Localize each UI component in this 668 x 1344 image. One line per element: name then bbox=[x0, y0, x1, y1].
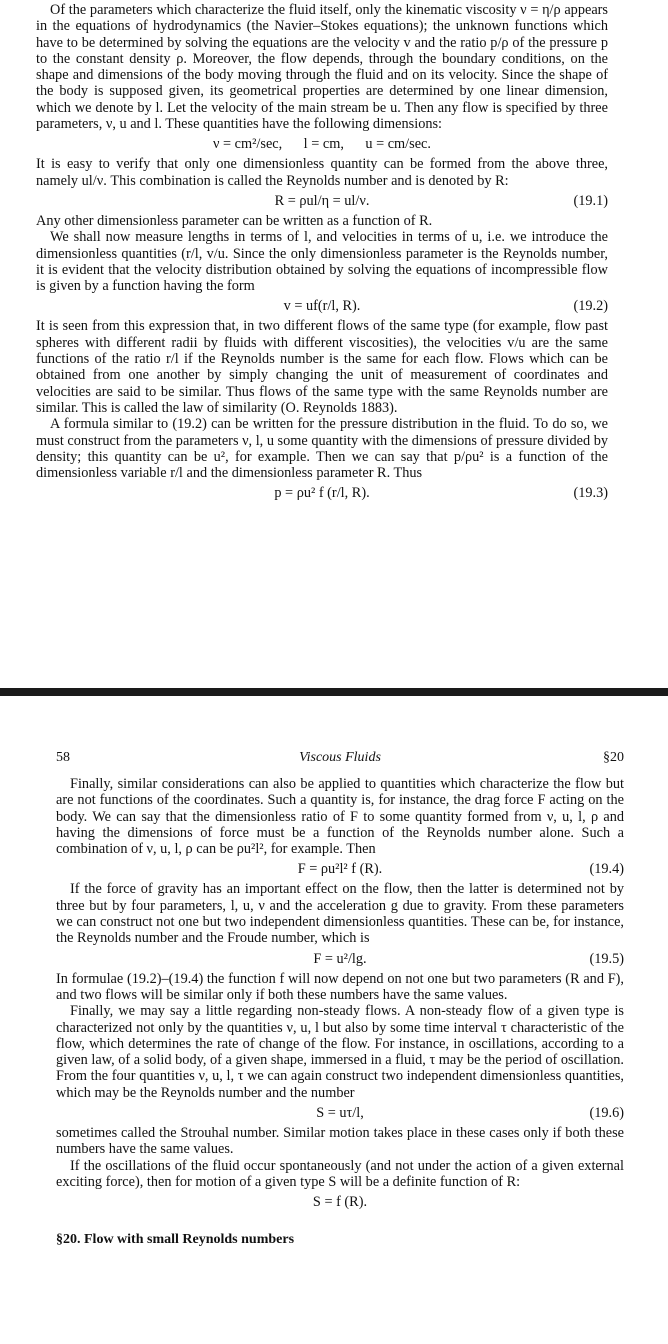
paragraph: If the oscillations of the fluid occur spontaneously (and not under the action of a given external exciting force), then for motion of a given type S will be a definite function of R: bbox=[56, 1157, 624, 1190]
paragraph: Finally, we may say a little regarding non-steady flows. A non-steady flow of a given type is characterized not only by the quantities ν, u, l but also by some time interval τ characteristic of the flow, which determines the rate of change of the flow. For instance, in oscillations, according to a given law, of a solid body, of a given shape, immersed in a fluid, τ may be the period of oscillation. From the four quantities ν, u, l, τ we can again construct two independent dimensionless quantities, which may be the Reynolds number and the number bbox=[56, 1003, 624, 1101]
equation-formula: F = ρu²l² f (R). bbox=[297, 861, 383, 878]
section-heading-text: Flow with small Reynolds numbers bbox=[84, 1232, 295, 1248]
equation-formula: p = ρu² f (r/l, R). bbox=[274, 485, 370, 502]
equation-19-2 bbox=[36, 294, 608, 318]
paragraph: Of the parameters which characterize the fluid itself, only the kinematic viscosity ν = η/ρ appears in the equations of hydrodynamics (the Navier–Stokes equations); the unknown functions which have to be determined by solving the equations are the velocity v and the ratio p/ρ of the pressure p to the constant density ρ. Moreover, the flow depends, through the boundary conditions, on the shape and dimensions of the body moving through the fluid and on its velocity. Since the shape of the body is supposed given, its geometrical properties are determined by one linear dimension, which we denote by l. Let the velocity of the main stream be u. Then any flow is specified by three parameters, ν, u and l. These quantities have the following dimensions: bbox=[36, 2, 608, 133]
equation-formula: F = u²/lg. bbox=[313, 950, 367, 967]
equation-19-4 bbox=[56, 857, 624, 881]
equation-number: (19.2) bbox=[573, 298, 608, 315]
paragraph: sometimes called the Strouhal number. Similar motion takes place in these cases only if both these numbers have the same values. bbox=[56, 1125, 624, 1158]
section-heading bbox=[56, 1232, 624, 1248]
paragraph: In formulae (19.2)–(19.4) the function f will now depend on not one but two parameters (R and F), and two flows will be similar only if both these numbers have the same values. bbox=[56, 970, 624, 1003]
lower-text-column bbox=[56, 776, 624, 1248]
equation-formula: ν = cm²/sec, l = cm, u = cm/sec. bbox=[213, 136, 431, 153]
page-divider bbox=[0, 688, 668, 696]
equation-number: (19.6) bbox=[589, 1105, 624, 1122]
paragraph: A formula similar to (19.2) can be written for the pressure distribution in the fluid. To do so, we must construct from the parameters ν, l, u some quantity with the dimensions of pressure divided by density; this quantity can be u², for example. Then we can say that p/ρu² is a function of the dimensionless variable r/l and the dimensionless parameter R. Thus bbox=[36, 416, 608, 482]
upper-text-column bbox=[36, 2, 608, 505]
paragraph: Finally, similar considerations can also be applied to quantities which characterize the flow but are not functions of the coordinates. Such a quantity is, for instance, the drag force F acting on the body. We can say that the dimensionless ratio of F to some quantity formed from ν, u, l, ρ and having the dimensions of force must be a function of the Reynolds number alone. Such a combination of ν, u, l, ρ can be ρu²l², for example. Then bbox=[56, 776, 624, 858]
paragraph: We shall now measure lengths in terms of l, and velocities in terms of u, i.e. we introduce the dimensionless quantities (r/l, v/u. Since the only dimensionless parameter is the Reynolds number, it is evident that the velocity distribution obtained by solving the equations of incompressible flow is given by a function having the form bbox=[36, 229, 608, 295]
equation-s-of-r bbox=[56, 1190, 624, 1214]
equation-formula: R = ρul/η = ul/ν. bbox=[274, 192, 370, 209]
paragraph: It is seen from this expression that, in two different flows of the same type (for example, flow past spheres with different radii by fluids with different viscosities), the velocities v/u are the same functions of the ratio r/l if the Reynolds number is the same for each flow. Flows which can be obtained from one another by simply changing the unit of measurement of coordinates and velocities are said to be similar. Thus flows of the same type with the same Reynolds number are similar. This is called the law of similarity (O. Reynolds 1883). bbox=[36, 318, 608, 416]
equation-formula: S = uτ/l, bbox=[316, 1105, 364, 1122]
equation-formula: v = uf(r/l, R). bbox=[283, 298, 361, 315]
page-lower bbox=[0, 700, 668, 1344]
equation-formula: S = f (R). bbox=[312, 1194, 368, 1211]
section-mark: §20 bbox=[603, 750, 624, 765]
equation-19-3 bbox=[36, 481, 608, 505]
paragraph: It is easy to verify that only one dimensionless quantity can be formed from the above three, namely ul/ν. This combination is called the Reynolds number and is denoted by R: bbox=[36, 156, 608, 189]
equation-number: (19.3) bbox=[573, 485, 608, 502]
paragraph: If the force of gravity has an important effect on the flow, then the latter is determined not by three but by four parameters, l, u, ν and the acceleration g due to gravity. From these parameters we can construct not one but two independent dimensionless quantities. These can be, for instance, the Reynolds number and the Froude number, which is bbox=[56, 881, 624, 947]
section-heading-label: §20. bbox=[56, 1232, 81, 1248]
page-number: 58 bbox=[56, 750, 70, 765]
equation-19-1 bbox=[36, 189, 608, 213]
equation-19-6 bbox=[56, 1101, 624, 1125]
equation-number: (19.1) bbox=[573, 192, 608, 209]
equation-dimensions bbox=[36, 132, 608, 156]
equation-number: (19.4) bbox=[589, 861, 624, 878]
running-title: Viscous Fluids bbox=[299, 750, 381, 765]
equation-19-5 bbox=[56, 947, 624, 971]
paragraph: Any other dimensionless parameter can be written as a function of R. bbox=[36, 212, 433, 229]
equation-number: (19.5) bbox=[589, 950, 624, 967]
